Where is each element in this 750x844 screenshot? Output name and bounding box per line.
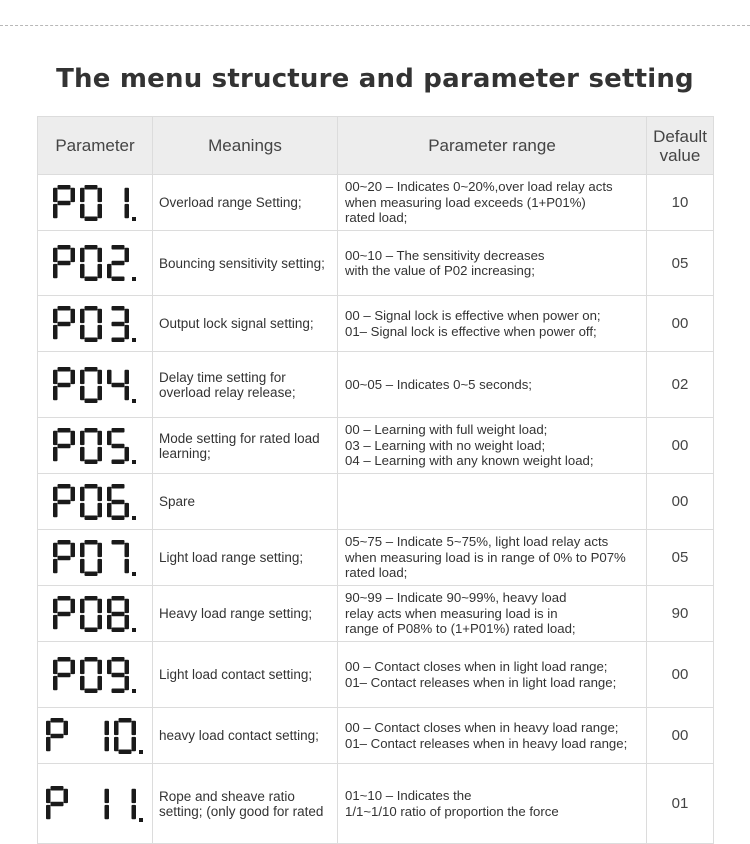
- parameter-code-text: [95, 755, 96, 756]
- table-row: [38, 175, 714, 231]
- parameter-meaning: Light load range setting;: [153, 530, 338, 586]
- range-line: 00 – Contact closes when in light load range;: [345, 659, 608, 674]
- parameter-code-text: [95, 633, 96, 634]
- parameter-meaning: Light load contact setting;: [153, 642, 338, 708]
- table-header-row: [38, 117, 714, 175]
- table-row: [38, 296, 714, 352]
- seven-segment-code: [53, 483, 138, 521]
- parameter-code-text: [95, 823, 96, 824]
- default-value: 05: [647, 231, 714, 296]
- parameter-code-display: [38, 175, 153, 231]
- parameter-meaning: Output lock signal setting;: [153, 296, 338, 352]
- page-title: The menu structure and parameter setting: [56, 64, 694, 94]
- dashed-divider: [0, 25, 750, 26]
- parameter-code-text: [95, 343, 96, 344]
- table-row: [38, 352, 714, 418]
- range-line: 1/1~1/10 ratio of proportion the force: [345, 803, 559, 819]
- default-value: 90: [647, 586, 714, 642]
- range-line: when measuring load is in range of 0% to P07%: [345, 549, 626, 565]
- parameter-code-display: [38, 296, 153, 352]
- parameter-code-display: [38, 352, 153, 418]
- parameter-range: [338, 586, 647, 642]
- parameter-meaning: Mode setting for rated load learning;: [153, 418, 338, 474]
- range-line: with the value of P02 increasing;: [345, 263, 535, 278]
- header-default-label: Default value: [653, 126, 707, 165]
- parameter-range: [338, 474, 647, 530]
- table-row: [38, 530, 714, 586]
- default-value: 05: [647, 530, 714, 586]
- default-value: 00: [647, 418, 714, 474]
- range-line: 01– Contact releases when in heavy load range;: [345, 735, 628, 751]
- table-row: [38, 231, 714, 296]
- parameter-code-text: [95, 222, 96, 223]
- parameter-range: [338, 530, 647, 586]
- parameter-code-display: [38, 231, 153, 296]
- parameter-meaning: Rope and sheave ratio setting; (only good for rated: [153, 764, 338, 844]
- parameter-range: [338, 708, 647, 764]
- parameter-code-text: [95, 404, 96, 405]
- seven-segment-code: [53, 184, 138, 222]
- parameter-meaning: Heavy load range setting;: [153, 586, 338, 642]
- range-line: 00~05 – Indicates 0~5 seconds;: [345, 376, 532, 392]
- range-line: 90~99 – Indicate 90~99%, heavy load: [345, 590, 567, 606]
- range-line: 00~10 – The sensitivity decreases: [345, 247, 545, 263]
- parameter-range: [338, 231, 647, 296]
- parameter-range: [338, 642, 647, 708]
- range-line: 01– Signal lock is effective when power off;: [345, 323, 597, 339]
- range-line: rated load;: [345, 210, 408, 226]
- range-line: 01– Contact releases when in light load range;: [345, 674, 617, 690]
- parameter-code-display: [38, 418, 153, 474]
- range-line: 00 – Signal lock is effective when power on;: [345, 308, 601, 323]
- parameter-code-text: [95, 694, 96, 695]
- parameter-code-text: [95, 282, 96, 283]
- range-line: 04 – Learning with any known weight load;: [345, 453, 594, 469]
- table-row: [38, 642, 714, 708]
- seven-segment-code: [53, 305, 138, 343]
- table-row: [38, 586, 714, 642]
- parameter-code-display: [38, 586, 153, 642]
- parameter-code-text: [95, 465, 96, 466]
- header-parameter: Parameter: [38, 117, 153, 175]
- parameter-table: [37, 116, 714, 844]
- parameter-meaning: heavy load contact setting;: [153, 708, 338, 764]
- parameter-meaning: Bouncing sensitivity setting;: [153, 231, 338, 296]
- table-row: [38, 418, 714, 474]
- seven-segment-code: [46, 717, 145, 755]
- default-value: 01: [647, 764, 714, 844]
- table-row: [38, 708, 714, 764]
- seven-segment-code: [53, 656, 138, 694]
- range-line: relay acts when measuring load is in: [345, 605, 558, 621]
- range-line: 00 – Learning with full weight load;: [345, 422, 548, 438]
- range-line: 03 – Learning with no weight load;: [345, 437, 546, 453]
- parameter-range: [338, 352, 647, 418]
- table-row: [38, 474, 714, 530]
- parameter-code-display: [38, 530, 153, 586]
- range-line: 00~20 – Indicates 0~20%,over load relay acts: [345, 179, 613, 195]
- default-value: 02: [647, 352, 714, 418]
- parameter-meaning: Delay time setting for overload relay release;: [153, 352, 338, 418]
- parameter-range: [338, 175, 647, 231]
- range-line: 01~10 – Indicates the: [345, 788, 472, 803]
- seven-segment-code: [53, 366, 138, 404]
- header-range: Parameter range: [338, 117, 647, 175]
- range-line: 05~75 – Indicate 5~75%, light load relay acts: [345, 534, 609, 550]
- parameter-range: [338, 764, 647, 844]
- range-line: 00 – Contact closes when in heavy load range;: [345, 720, 619, 735]
- parameter-range: [338, 296, 647, 352]
- seven-segment-code: [53, 244, 138, 282]
- parameter-code-display: [38, 474, 153, 530]
- parameter-range: [338, 418, 647, 474]
- parameter-code-display: [38, 764, 153, 844]
- header-default: [647, 117, 714, 175]
- default-value: 10: [647, 175, 714, 231]
- seven-segment-code: [53, 595, 138, 633]
- parameter-code-display: [38, 642, 153, 708]
- default-value: 00: [647, 642, 714, 708]
- range-line: when measuring load exceeds (1+P01%): [345, 194, 586, 210]
- parameter-code-text: [95, 521, 96, 522]
- table-row: [38, 764, 714, 844]
- range-line: rated load;: [345, 565, 408, 581]
- parameter-meaning: Overload range Setting;: [153, 175, 338, 231]
- default-value: 00: [647, 296, 714, 352]
- default-value: 00: [647, 474, 714, 530]
- parameter-meaning: Spare: [153, 474, 338, 530]
- parameter-code-display: [38, 708, 153, 764]
- parameter-code-text: [95, 577, 96, 578]
- range-line: range of P08% to (1+P01%) rated load;: [345, 621, 576, 637]
- header-meanings: Meanings: [153, 117, 338, 175]
- default-value: 00: [647, 708, 714, 764]
- seven-segment-code: [53, 539, 138, 577]
- seven-segment-code: [46, 785, 145, 823]
- seven-segment-code: [53, 427, 138, 465]
